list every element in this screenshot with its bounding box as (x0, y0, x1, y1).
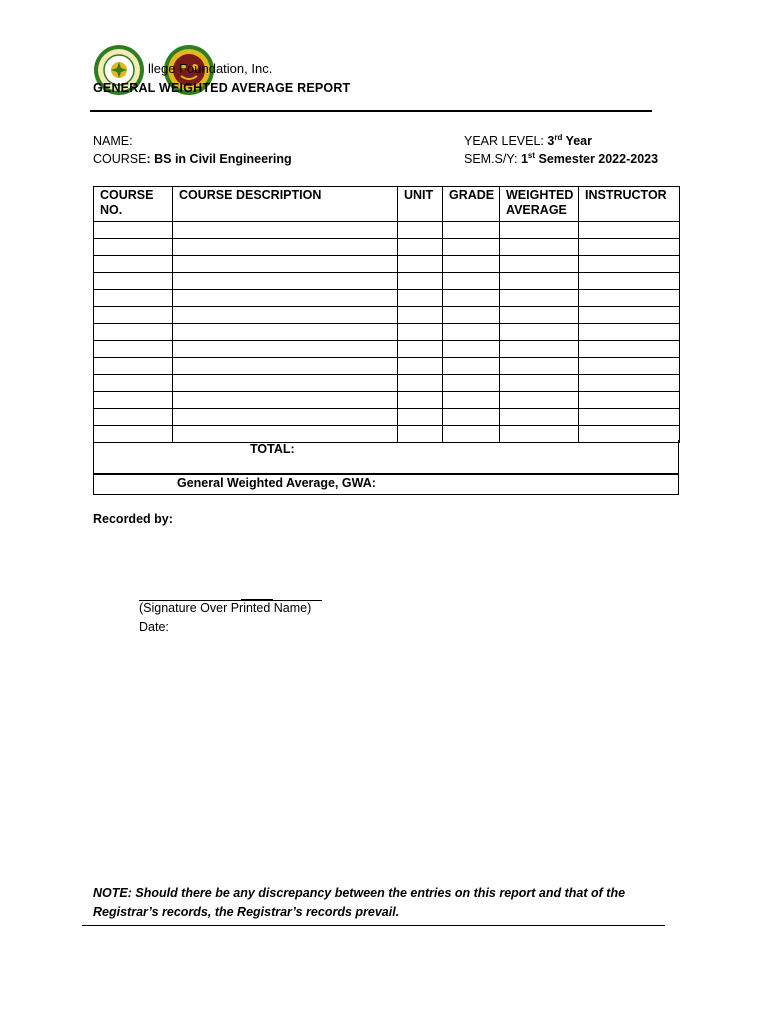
table-row (94, 239, 680, 256)
grades-table (93, 186, 680, 443)
table-cell (500, 375, 579, 392)
table-cell (500, 341, 579, 358)
table-cell (500, 273, 579, 290)
table-cell (579, 239, 680, 256)
report-title: GENERAL WEIGHTED AVERAGE REPORT (93, 81, 351, 95)
date-label: Date: (139, 620, 169, 634)
table-cell (173, 341, 398, 358)
table-cell (398, 409, 443, 426)
table-cell (500, 409, 579, 426)
table-cell (579, 341, 680, 358)
table-cell (173, 358, 398, 375)
table-cell (173, 409, 398, 426)
header-divider (90, 110, 652, 112)
signature-caption: (Signature Over Printed Name) (139, 601, 312, 615)
gwa-label: General Weighted Average, GWA: (177, 476, 376, 490)
table-cell (579, 307, 680, 324)
year-label: YEAR LEVEL: (464, 134, 548, 148)
semester-label: SEM.S/Y: (464, 152, 521, 166)
table-cell (173, 375, 398, 392)
table-cell (443, 239, 500, 256)
table-cell (443, 290, 500, 307)
table-cell (500, 324, 579, 341)
table-cell (443, 375, 500, 392)
table-cell (94, 324, 173, 341)
table-row (94, 273, 680, 290)
semester-value: 1st Semester 2022-2023 (520, 150, 659, 166)
table-cell (579, 290, 680, 307)
table-cell (443, 222, 500, 239)
table-cell (500, 358, 579, 375)
table-cell (579, 256, 680, 273)
semester-field (464, 152, 658, 166)
table-cell (398, 375, 443, 392)
col-header-course-no: COURSE NO. (94, 187, 173, 222)
discrepancy-note: NOTE: Should there be any discrepancy between the entries on this report and that of the Registrar’s records, the Registrar’s records prevail. (93, 886, 626, 919)
col-header-weighted-average: WEIGHTED AVERAGE (500, 187, 579, 222)
table-cell (443, 392, 500, 409)
table-cell (500, 256, 579, 273)
col-header-course-description: COURSE DESCRIPTION (173, 187, 398, 222)
year-level-field (464, 134, 592, 148)
table-cell (579, 409, 680, 426)
table-cell (579, 324, 680, 341)
table-row (94, 341, 680, 358)
total-row (93, 440, 679, 474)
table-cell (443, 409, 500, 426)
table-row (94, 409, 680, 426)
table-cell (94, 239, 173, 256)
table-cell (579, 375, 680, 392)
table-cell (500, 307, 579, 324)
table-cell (500, 290, 579, 307)
year-value: 3rd Year (547, 132, 592, 148)
table-cell (173, 392, 398, 409)
table-cell (398, 358, 443, 375)
table-row (94, 324, 680, 341)
table-cell (94, 256, 173, 273)
table-cell (173, 222, 398, 239)
table-cell (173, 290, 398, 307)
table-body (94, 222, 680, 443)
table-cell (443, 307, 500, 324)
table-cell (500, 392, 579, 409)
table-row (94, 222, 680, 239)
table-cell (94, 358, 173, 375)
table-cell (94, 290, 173, 307)
table-cell (500, 239, 579, 256)
table-cell (173, 324, 398, 341)
table-cell (579, 273, 680, 290)
table-cell (443, 358, 500, 375)
table-row (94, 256, 680, 273)
gwa-row (93, 474, 679, 495)
table-cell (94, 341, 173, 358)
table-cell (398, 392, 443, 409)
table-cell (398, 341, 443, 358)
table-row (94, 358, 680, 375)
organization-name: llege Foundation, Inc. (148, 61, 273, 76)
table-cell (500, 222, 579, 239)
table-cell (173, 256, 398, 273)
name-label: NAME: (93, 134, 133, 148)
table-cell (579, 358, 680, 375)
recorded-by-label: Recorded by: (93, 512, 173, 526)
table-cell (94, 222, 173, 239)
course-label: COURSE (93, 152, 147, 166)
table-cell (443, 341, 500, 358)
table-header-row (94, 187, 680, 222)
table-cell (398, 273, 443, 290)
table-row (94, 307, 680, 324)
table-cell (398, 256, 443, 273)
table-cell (94, 307, 173, 324)
table-row (94, 375, 680, 392)
course-field (93, 152, 292, 166)
table-cell (173, 307, 398, 324)
table-cell (94, 273, 173, 290)
table-row (94, 290, 680, 307)
table-cell (94, 375, 173, 392)
table-cell (173, 239, 398, 256)
table-cell (398, 222, 443, 239)
table-cell (94, 409, 173, 426)
col-header-grade: GRADE (443, 187, 500, 222)
col-header-unit: UNIT (398, 187, 443, 222)
table-cell (398, 290, 443, 307)
table-cell (443, 256, 500, 273)
table-cell (579, 222, 680, 239)
table-cell (398, 239, 443, 256)
course-value: : BS in Civil Engineering (146, 152, 292, 166)
table-cell (398, 324, 443, 341)
col-header-instructor: INSTRUCTOR (579, 187, 680, 222)
table-cell (579, 392, 680, 409)
table-cell (173, 273, 398, 290)
table-cell (398, 307, 443, 324)
total-label: TOTAL: (250, 442, 295, 456)
footer-divider (82, 925, 665, 926)
table-cell (443, 273, 500, 290)
name-field (93, 134, 133, 148)
table-row (94, 392, 680, 409)
table-cell (94, 392, 173, 409)
table-cell (443, 324, 500, 341)
